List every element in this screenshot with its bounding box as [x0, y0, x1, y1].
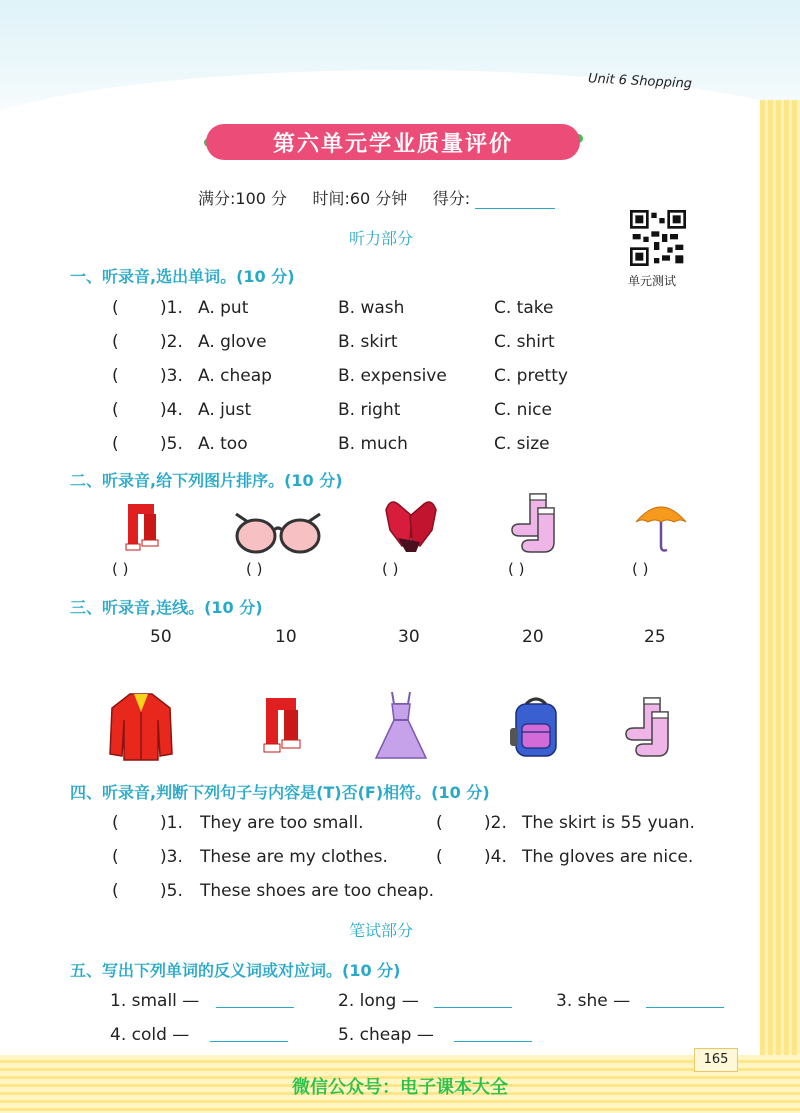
option-a: A. glove	[198, 332, 267, 352]
answer-blank[interactable]	[216, 991, 294, 1008]
sentence: The skirt is 55 yuan.	[522, 813, 695, 833]
gloves-icon	[380, 496, 442, 554]
answer-paren[interactable]: (	[112, 298, 119, 318]
price-number: 10	[275, 627, 297, 647]
time-limit: 时间:60 分钟	[312, 189, 408, 208]
option-c: C. pretty	[494, 366, 568, 386]
word-prompt: 3. she —	[556, 991, 631, 1011]
answer-paren[interactable]: (	[112, 400, 119, 420]
option-c: C. take	[494, 298, 554, 318]
socks-icon	[508, 490, 564, 556]
option-b: B. wash	[338, 298, 405, 318]
answer-blank[interactable]	[646, 991, 724, 1008]
option-b: B. skirt	[338, 332, 398, 352]
answer-paren[interactable]: (	[112, 366, 119, 386]
option-c: C. shirt	[494, 332, 555, 352]
page-number: 165	[694, 1048, 738, 1072]
score-blank[interactable]	[475, 190, 555, 209]
answer-paren[interactable]: (	[112, 434, 119, 454]
full-score: 满分:100 分	[198, 189, 288, 208]
scarf-icon	[256, 694, 306, 758]
word-prompt: 5. cheap —	[338, 1025, 434, 1045]
option-b: B. much	[338, 434, 408, 454]
order-paren[interactable]: ( )	[246, 560, 263, 578]
socks-icon	[622, 694, 678, 760]
sentence: These shoes are too cheap.	[200, 881, 435, 901]
price-number: 25	[644, 627, 666, 647]
answer-paren[interactable]: (	[436, 847, 443, 867]
option-c: C. size	[494, 434, 550, 454]
answer-blank[interactable]	[210, 1025, 288, 1042]
option-a: A. put	[198, 298, 249, 318]
order-paren[interactable]: ( )	[508, 560, 525, 578]
answer-blank[interactable]	[454, 1025, 532, 1042]
listening-part-title: 听力部分	[348, 229, 413, 248]
writing-part-title: 笔试部分	[348, 921, 413, 940]
unit-label: Unit 6 Shopping	[587, 71, 693, 92]
answer-paren[interactable]: (	[112, 332, 119, 352]
sentence: The gloves are nice.	[522, 847, 694, 867]
answer-paren[interactable]: (	[436, 813, 443, 833]
question-number: )2.	[160, 332, 183, 352]
score-info	[198, 186, 555, 209]
footer-watermark: 微信公众号：电子课本大全	[292, 1077, 508, 1098]
backpack-icon	[508, 694, 564, 760]
word-prompt: 1. small —	[110, 991, 200, 1011]
question-number: )3.	[160, 847, 183, 867]
option-a: A. just	[198, 400, 252, 420]
section-1-title: 一、听录音,选出单词。(10 分)	[70, 267, 295, 286]
option-a: A. too	[198, 434, 248, 454]
option-c: C. nice	[494, 400, 552, 420]
price-number: 30	[398, 627, 420, 647]
jacket-icon	[108, 690, 174, 762]
scarf-icon	[116, 500, 166, 556]
question-number: )4.	[160, 400, 183, 420]
question-number: )1.	[160, 813, 183, 833]
order-paren[interactable]: ( )	[632, 560, 649, 578]
word-prompt: 4. cold —	[110, 1025, 190, 1045]
dress-icon	[374, 690, 428, 762]
score-label: 得分:	[432, 189, 471, 208]
question-number: )3.	[160, 366, 183, 386]
question-number: )2.	[484, 813, 507, 833]
question-number: )1.	[160, 298, 183, 318]
side-stripe	[760, 100, 800, 1113]
sunglasses-icon	[232, 508, 324, 558]
order-paren[interactable]: ( )	[382, 560, 399, 578]
umbrella-icon	[634, 496, 688, 554]
qr-label: 单元测试	[628, 274, 677, 288]
question-number: )4.	[484, 847, 507, 867]
question-number: )5.	[160, 434, 183, 454]
answer-paren[interactable]: (	[112, 813, 119, 833]
answer-paren[interactable]: (	[112, 881, 119, 901]
option-a: A. cheap	[198, 366, 272, 386]
order-paren[interactable]: ( )	[112, 560, 129, 578]
question-number: )5.	[160, 881, 183, 901]
section-4-title: 四、听录音,判断下列句子与内容是(T)否(F)相符。(10 分)	[70, 783, 490, 802]
sentence: They are too small.	[200, 813, 364, 833]
option-b: B. right	[338, 400, 401, 420]
page-title: 第六单元学业质量评价	[206, 124, 580, 160]
word-prompt: 2. long —	[338, 991, 419, 1011]
sentence: These are my clothes.	[200, 847, 388, 867]
section-3-title: 三、听录音,连线。(10 分)	[70, 598, 263, 617]
answer-blank[interactable]	[434, 991, 512, 1008]
price-number: 50	[150, 627, 172, 647]
price-number: 20	[522, 627, 544, 647]
section-2-title: 二、听录音,给下列图片排序。(10 分)	[70, 471, 343, 490]
section-5-title: 五、写出下列单词的反义词或对应词。(10 分)	[70, 961, 401, 980]
option-b: B. expensive	[338, 366, 447, 386]
answer-paren[interactable]: (	[112, 847, 119, 867]
